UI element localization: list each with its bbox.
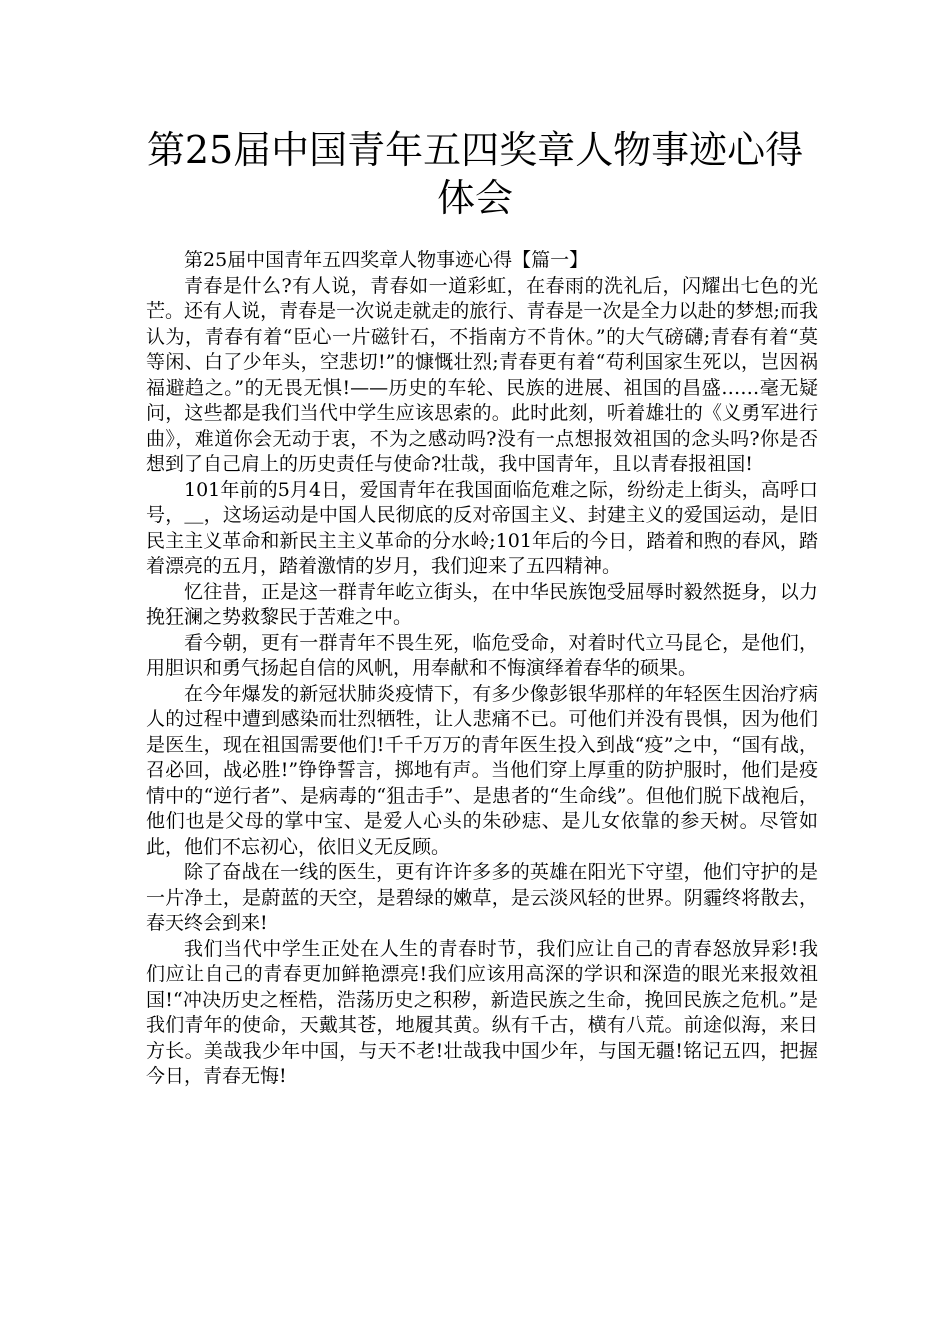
paragraph-4: 看今朝，更有一群青年不畏生死，临危受命，对着时代立马昆仑，是他们，用胆识和勇气扬起自信的风帆，用奉献和不悔演绎着春华的硕果。	[146, 631, 818, 679]
paragraph-2: 101年前的5月4日，爱国青年在我国面临危难之际，纷纷走上街头，高呼口号，＿，这场运动是中国人民彻底的反对帝国主义、封建主义的爱国运动，是旧民主主义革命和新民主主义革命的分水岭;101年后的今日，踏着和煦的春风，踏着漂亮的五月，踏着激情的岁月，我们迎来了五四精神。	[146, 478, 818, 577]
paragraph-6: 除了奋战在一线的医生，更有许许多多的英雄在阳光下守望，他们守护的是一片净土，是蔚蓝的天空，是碧绿的嫩草，是云淡风轻的世界。阴霾终将散去，春天终会到来!	[146, 861, 818, 934]
paragraph-7: 我们当代中学生正处在人生的青春时节，我们应让自己的青春怒放异彩!我们应让自己的青春更加鲜艳漂亮!我们应该用高深的学识和深造的眼光来报效祖国!“冲决历史之桎梏，浩荡历史之积秽，新造民族之生命，挽回民族之危机。”是我们青年的使命，天戴其苍，地履其黄。纵有千古，横有八荒。前途似海，来日方长。美哉我少年中国，与天不老!壮哉我中国少年，与国无疆!铭记五四，把握今日，青春无悔!	[146, 937, 818, 1087]
paragraph-3: 忆往昔，正是这一群青年屹立街头，在中华民族饱受屈辱时毅然挺身，以力挽狂澜之势救黎民于苦难之中。	[146, 580, 818, 628]
document-title: 第25届中国青年五四奖章人物事迹心得体会	[146, 128, 804, 220]
document-body	[146, 248, 818, 1090]
paragraph-1: 青春是什么?有人说，青春如一道彩虹，在春雨的洗礼后，闪耀出七色的光芒。还有人说，青春是一次说走就走的旅行、青春是一次是全力以赴的梦想;而我认为，青春有着“臣心一片磁针石，不指南方不肯休。”的大气磅礴;青春有着“莫等闲、白了少年头，空悲切!”的慷慨壮烈;青春更有着“苟利国家生死以，岂因祸福避趋之。”的无畏无惧!——历史的车轮、民族的进展、祖国的昌盛……毫无疑问，这些都是我们当代中学生应该思索的。此时此刻，听着雄壮的《义勇军进行曲》，难道你会无动于衷，不为之感动吗?没有一点想报效祖国的念头吗?你是否想到了自己肩上的历史责任与使命?壮哉，我中国青年，且以青春报祖国!	[146, 274, 818, 475]
section-heading: 第25届中国青年五四奖章人物事迹心得【篇一】	[184, 249, 589, 271]
paragraph-5: 在今年爆发的新冠状肺炎疫情下，有多少像彭银华那样的年轻医生因治疗病人的过程中遭到感染而壮烈牺牲，让人悲痛不已。可他们并没有畏惧，因为他们是医生，现在祖国需要他们!千千万万的青年医生投入到战“疫”之中，“国有战，召必回，战必胜!”铮铮誓言，掷地有声。当他们穿上厚重的防护服时，他们是疫情中的“逆行者”、是病毒的“狙击手”、是患者的“生命线”。但他们脱下战袍后，他们也是父母的掌中宝、是爱人心头的朱砂痣、是儿女依靠的参天树。尽管如此，他们不忘初心，依旧义无反顾。	[146, 682, 818, 858]
